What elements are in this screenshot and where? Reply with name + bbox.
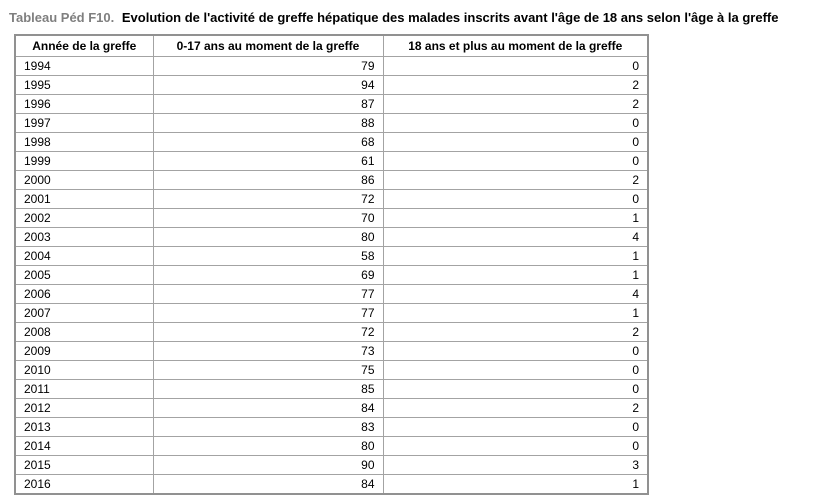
cell-value: 4 bbox=[383, 285, 648, 304]
cell-year: 2010 bbox=[15, 361, 153, 380]
column-header-1: 0-17 ans au moment de la greffe bbox=[153, 35, 383, 57]
table-row bbox=[15, 209, 648, 228]
cell-value: 87 bbox=[153, 95, 383, 114]
cell-year: 1997 bbox=[15, 114, 153, 133]
cell-year: 2000 bbox=[15, 171, 153, 190]
cell-value: 85 bbox=[153, 380, 383, 399]
table-row bbox=[15, 152, 648, 171]
cell-year: 1994 bbox=[15, 57, 153, 76]
cell-value: 75 bbox=[153, 361, 383, 380]
cell-value: 2 bbox=[383, 76, 648, 95]
table-row bbox=[15, 228, 648, 247]
cell-value: 0 bbox=[383, 190, 648, 209]
cell-value: 0 bbox=[383, 114, 648, 133]
table-row bbox=[15, 304, 648, 323]
cell-year: 2004 bbox=[15, 247, 153, 266]
cell-value: 0 bbox=[383, 437, 648, 456]
cell-value: 2 bbox=[383, 323, 648, 342]
cell-year: 1995 bbox=[15, 76, 153, 95]
cell-value: 80 bbox=[153, 228, 383, 247]
cell-value: 0 bbox=[383, 133, 648, 152]
cell-value: 88 bbox=[153, 114, 383, 133]
cell-year: 2006 bbox=[15, 285, 153, 304]
cell-value: 1 bbox=[383, 266, 648, 285]
cell-value: 58 bbox=[153, 247, 383, 266]
cell-value: 4 bbox=[383, 228, 648, 247]
cell-value: 77 bbox=[153, 285, 383, 304]
cell-year: 2007 bbox=[15, 304, 153, 323]
cell-value: 1 bbox=[383, 475, 648, 495]
cell-value: 73 bbox=[153, 342, 383, 361]
cell-year: 2009 bbox=[15, 342, 153, 361]
cell-value: 0 bbox=[383, 361, 648, 380]
cell-year: 2008 bbox=[15, 323, 153, 342]
table-row bbox=[15, 171, 648, 190]
cell-value: 80 bbox=[153, 437, 383, 456]
cell-year: 1999 bbox=[15, 152, 153, 171]
cell-value: 1 bbox=[383, 247, 648, 266]
table-title-label: Tableau Péd F10. bbox=[9, 10, 118, 25]
table-header bbox=[15, 35, 648, 57]
cell-year: 2013 bbox=[15, 418, 153, 437]
table-row bbox=[15, 342, 648, 361]
cell-value: 84 bbox=[153, 399, 383, 418]
cell-value: 61 bbox=[153, 152, 383, 171]
cell-value: 79 bbox=[153, 57, 383, 76]
table-title-text: Evolution de l'activité de greffe hépatique des malades inscrits avant l'âge de 18 ans selon l'âge à la greffe bbox=[121, 10, 779, 25]
cell-year: 2016 bbox=[15, 475, 153, 495]
cell-value: 94 bbox=[153, 76, 383, 95]
cell-value: 84 bbox=[153, 475, 383, 495]
table-row bbox=[15, 114, 648, 133]
cell-year: 2011 bbox=[15, 380, 153, 399]
cell-year: 2005 bbox=[15, 266, 153, 285]
cell-year: 2012 bbox=[15, 399, 153, 418]
table-row bbox=[15, 475, 648, 495]
cell-year: 2014 bbox=[15, 437, 153, 456]
cell-value: 90 bbox=[153, 456, 383, 475]
cell-year: 2003 bbox=[15, 228, 153, 247]
table-row bbox=[15, 285, 648, 304]
cell-value: 0 bbox=[383, 342, 648, 361]
column-header-0: Année de la greffe bbox=[15, 35, 153, 57]
table-row bbox=[15, 380, 648, 399]
cell-value: 1 bbox=[383, 304, 648, 323]
cell-value: 0 bbox=[383, 418, 648, 437]
column-header-2: 18 ans et plus au moment de la greffe bbox=[383, 35, 648, 57]
table-row bbox=[15, 76, 648, 95]
cell-year: 2015 bbox=[15, 456, 153, 475]
table-row bbox=[15, 323, 648, 342]
cell-value: 83 bbox=[153, 418, 383, 437]
table-row bbox=[15, 247, 648, 266]
table-row bbox=[15, 266, 648, 285]
cell-value: 1 bbox=[383, 209, 648, 228]
cell-value: 0 bbox=[383, 380, 648, 399]
table-row bbox=[15, 437, 648, 456]
table-row bbox=[15, 133, 648, 152]
table-row bbox=[15, 190, 648, 209]
cell-value: 72 bbox=[153, 190, 383, 209]
table-body bbox=[15, 57, 648, 495]
table-row bbox=[15, 456, 648, 475]
greffe-table bbox=[14, 34, 649, 495]
cell-value: 3 bbox=[383, 456, 648, 475]
cell-year: 2001 bbox=[15, 190, 153, 209]
cell-value: 0 bbox=[383, 152, 648, 171]
cell-value: 86 bbox=[153, 171, 383, 190]
table-row bbox=[15, 418, 648, 437]
cell-value: 0 bbox=[383, 57, 648, 76]
header-row bbox=[15, 35, 648, 57]
cell-year: 1996 bbox=[15, 95, 153, 114]
table-title bbox=[9, 10, 827, 25]
cell-value: 68 bbox=[153, 133, 383, 152]
table-row bbox=[15, 361, 648, 380]
table-row bbox=[15, 95, 648, 114]
cell-value: 72 bbox=[153, 323, 383, 342]
cell-value: 2 bbox=[383, 95, 648, 114]
cell-value: 69 bbox=[153, 266, 383, 285]
table-row bbox=[15, 399, 648, 418]
cell-year: 2002 bbox=[15, 209, 153, 228]
cell-year: 1998 bbox=[15, 133, 153, 152]
table-row bbox=[15, 57, 648, 76]
cell-value: 2 bbox=[383, 399, 648, 418]
cell-value: 77 bbox=[153, 304, 383, 323]
cell-value: 70 bbox=[153, 209, 383, 228]
cell-value: 2 bbox=[383, 171, 648, 190]
